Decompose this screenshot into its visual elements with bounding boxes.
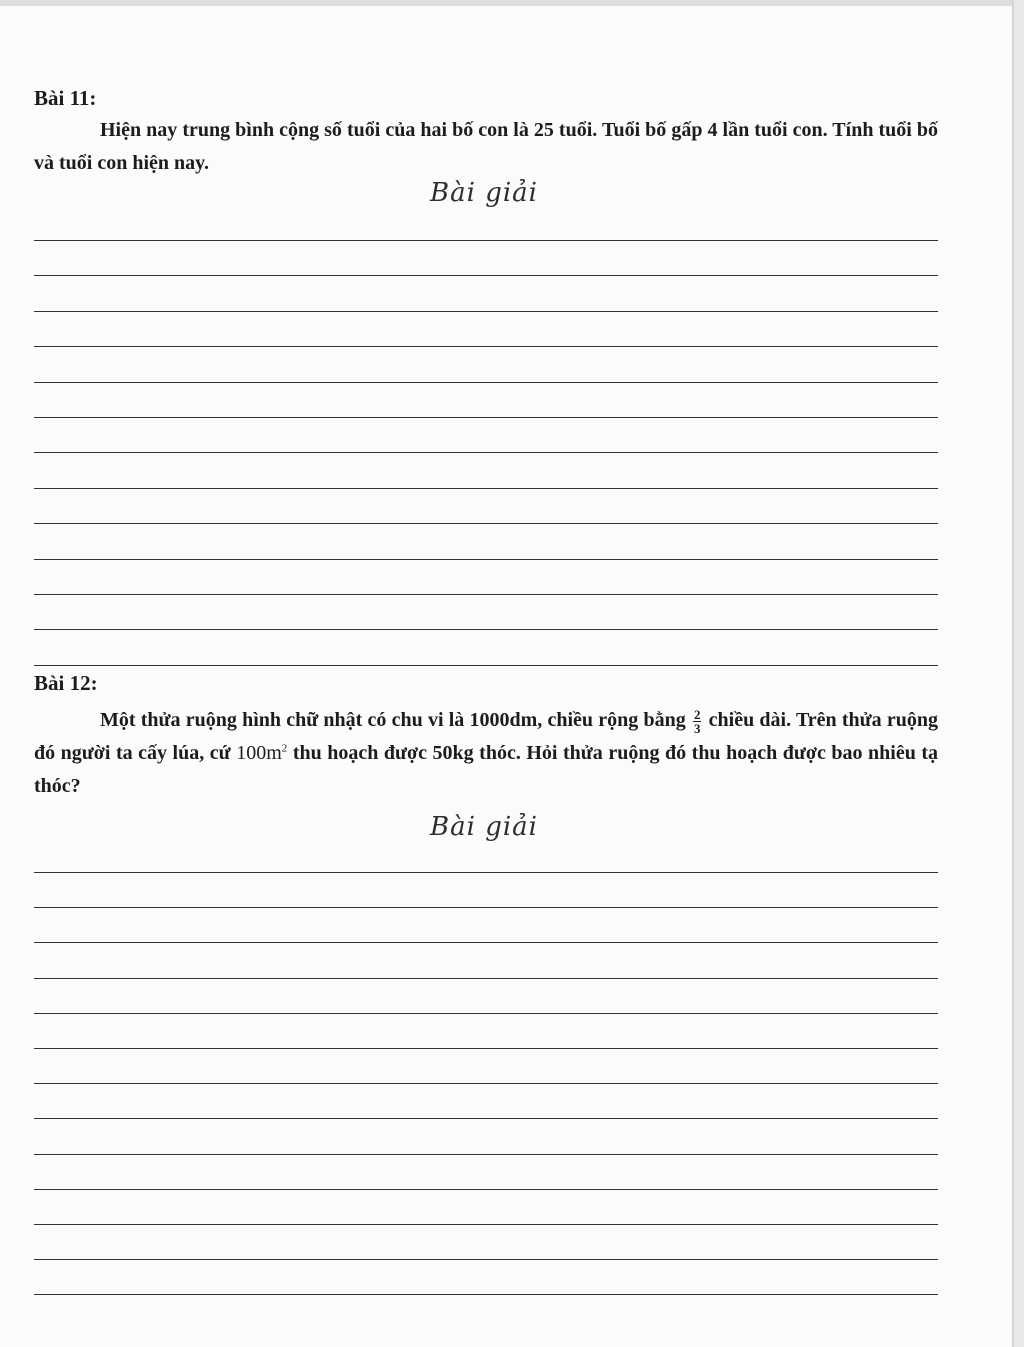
problem-11-title: Bài 11: — [34, 86, 97, 110]
answer-line — [34, 1224, 938, 1225]
answer-line — [34, 1118, 938, 1119]
answer-line — [34, 1013, 938, 1014]
problem-11-solution-label: Bài giải — [430, 178, 538, 208]
problem-12-statement-part1: Một thửa ruộng hình chữ nhật có chu vi là 1000dm, chiều rộng bằng — [100, 709, 686, 731]
area-unit — [236, 742, 287, 764]
problem-12-statement-part3: thu hoạch được 50kg thóc. Hỏi thửa ruộng đó thu hoạch được bao nhiêu tạ thóc? — [34, 742, 939, 797]
answer-line — [34, 1083, 938, 1084]
problem-11-statement: Hiện nay trung bình cộng số tuổi của hai bố con là 25 tuổi. Tuổi bố gấp 4 lần tuổi con. Tính tuổi bố và tuổi con hiện nay. — [34, 119, 938, 174]
answer-line — [34, 978, 938, 979]
answer-line — [34, 1154, 938, 1155]
problem-11-text — [34, 114, 938, 180]
problem-12-title: Bài 12: — [34, 671, 98, 695]
answer-line — [34, 907, 938, 908]
top-edge — [0, 0, 1012, 6]
answer-line — [34, 523, 938, 524]
answer-line — [34, 488, 938, 489]
area-value: 100m — [236, 742, 282, 764]
width-fraction — [693, 708, 702, 735]
area-exponent: 2 — [281, 742, 288, 755]
answer-line — [34, 942, 938, 943]
answer-line — [34, 452, 938, 453]
answer-line — [34, 594, 938, 595]
answer-line — [34, 1259, 938, 1260]
answer-line — [34, 382, 938, 383]
problem-12-statement-part2: chiều dài. Trên thửa ruộng đó người ta cấy lúa, cứ — [34, 709, 939, 764]
answer-line — [34, 1048, 938, 1049]
answer-line — [34, 559, 938, 560]
answer-line — [34, 417, 938, 418]
answer-line — [34, 872, 938, 873]
problem-12-solution-label: Bài giải — [430, 812, 538, 842]
answer-line — [34, 275, 938, 276]
fraction-denominator: 3 — [693, 720, 701, 736]
answer-line — [34, 1189, 938, 1190]
answer-line — [34, 629, 938, 630]
answer-line — [34, 311, 938, 312]
fraction-numerator: 2 — [693, 706, 701, 722]
problem-12-text — [34, 704, 938, 803]
answer-line — [34, 346, 938, 347]
answer-line — [34, 240, 938, 241]
answer-line — [34, 665, 938, 666]
answer-line — [34, 1294, 938, 1295]
